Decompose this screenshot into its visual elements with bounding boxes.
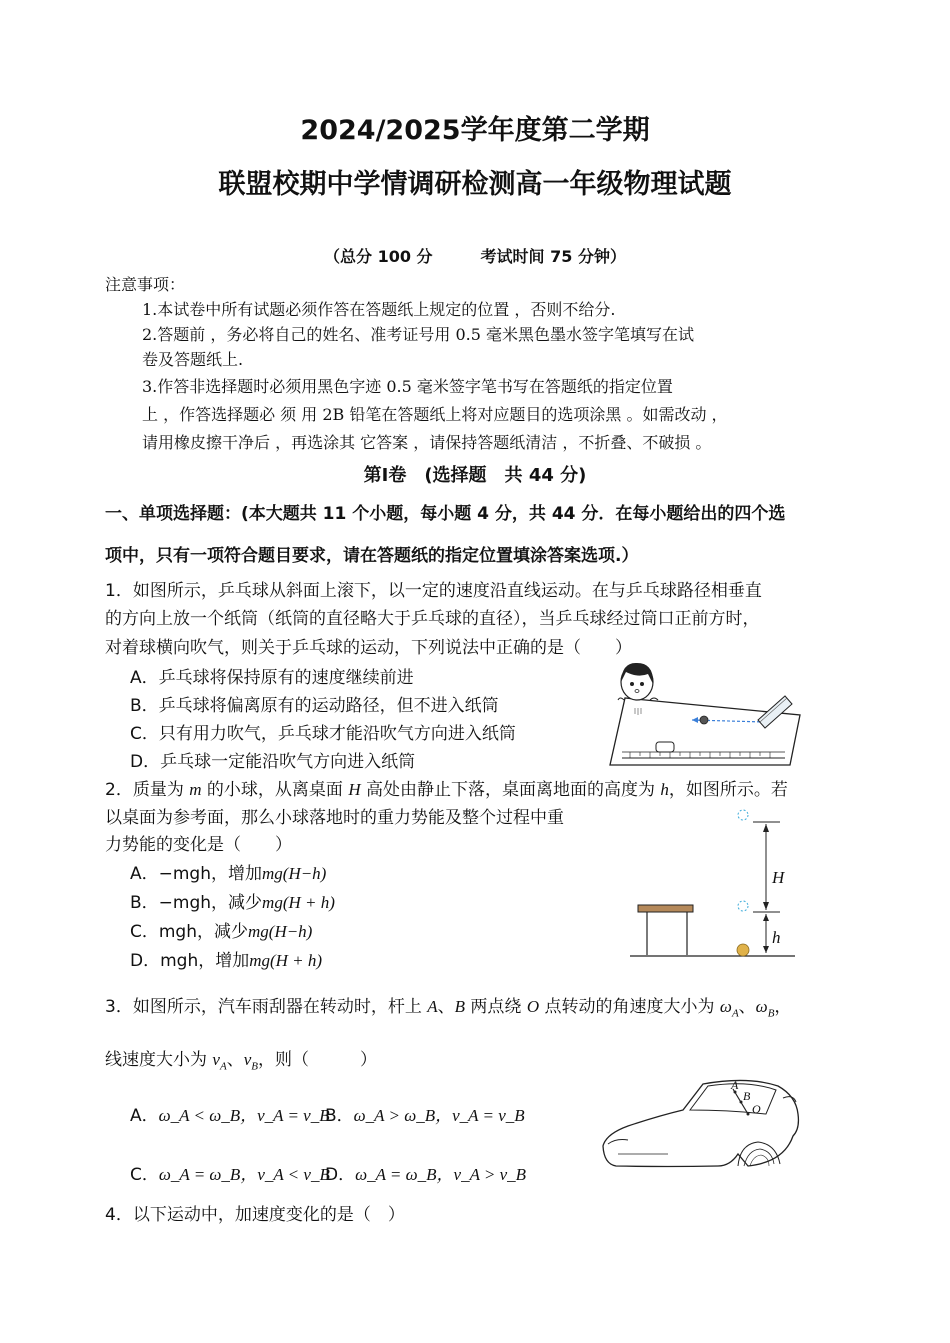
q3-figure-label-O: O <box>752 1102 761 1116</box>
q3-option-c: C．ω_A = ω_B，v_A < v_B <box>130 1165 330 1185</box>
q3-option-d: D．ω_A = ω_B，v_A > v_B <box>325 1165 527 1185</box>
notice-item-2a: 2.答题前 ，务必将自己的姓名、准考证号用 0.5 毫米黑色墨水签字笔填写在试 <box>142 325 694 344</box>
q2-option-d: D．mgh，增加mg(H + h) <box>130 951 323 971</box>
notice-item-3a: 3.作答非选择题时必须用黑色字迹 0.5 毫米签字笔书写在答题纸的指定位置 <box>142 377 673 396</box>
q2-option-a: A．−mgh，增加mg(H−h) <box>130 864 327 884</box>
part-instruction-line-1: 一、单项选择题：(本大题共 11 个小题，每小题 4 分，共 44 分．在每小题给出的四个选 <box>105 504 786 524</box>
notice-item-2b: 卷及答题纸上. <box>142 350 244 369</box>
q2-stem-line-1: 2．质量为 m 的小球，从离桌面 H 高处由静止下落，桌面离地面的高度为 h，如图所示。若 <box>105 780 788 800</box>
q2-option-c: C．mgh，减少mg(H−h) <box>130 922 313 942</box>
q2-figure-label-h: h <box>772 928 781 947</box>
q1-option-c: C．只有用力吹气，乒乓球才能沿吹气方向进入纸筒 <box>130 724 516 744</box>
q3-figure-label-A: A <box>731 1078 739 1092</box>
q2-stem-line-2: 以桌面为参考面，那么小球落地时的重力势能及整个过程中重 <box>105 808 564 828</box>
q1-option-b: B．乒乓球将偏离原有的运动路径，但不进入纸筒 <box>130 696 499 716</box>
section-title: 第Ⅰ卷 (选择题 共 44 分) <box>363 465 587 486</box>
notice-item-3c: 请用橡皮擦干净后 ，再选涂其 它答案 ，请保持答题纸清洁 ，不折叠、不破损 。 <box>142 433 712 452</box>
notice-item-1: 1.本试卷中所有试题必须作答在答题纸上规定的位置 ，否则不给分. <box>142 300 616 319</box>
q3-option-a: A．ω_A < ω_B，v_A = v_B <box>130 1106 330 1126</box>
q1-figure <box>600 660 810 770</box>
notice-item-3b: 上 ，作答选择题必 须 用 2B 铅笔在答题纸上将对应题目的选项涂黑 。如需改动 ， <box>142 405 728 424</box>
q3-stem-line-2: 线速度大小为 $v_A$、$v_B$，则（ ） <box>105 1050 377 1073</box>
part-instruction-line-2: 项中，只有一项符合题目要求，请在答题纸的指定位置填涂答案选项.） <box>105 546 639 566</box>
q3-stem-line-1: 3．如图所示，汽车雨刮器在转动时，杆上 A、B 两点绕 O 点转动的角速度大小为 $\omega_A$、$\omega_B$， <box>105 997 792 1020</box>
q1-option-d: D．乒乓球一定能沿吹气方向进入纸筒 <box>130 752 416 772</box>
exam-meta: （总分 100 分 考试时间 75 分钟） <box>324 247 626 266</box>
q3-figure <box>598 1074 808 1174</box>
q2-option-b: B．−mgh，减少mg(H + h) <box>130 893 335 913</box>
q1-stem-line-3: 对着球横向吹气，则关于乒乓球的运动，下列说法中正确的是（ ） <box>105 638 632 658</box>
q1-option-a: A．乒乓球将保持原有的速度继续前进 <box>130 668 414 688</box>
q2-figure-label-H: H <box>772 868 785 887</box>
title-line-2: 联盟校期中学情调研检测高一年级物理试题 <box>218 169 732 200</box>
q3-option-b: B．ω_A > ω_B，v_A = v_B <box>325 1106 525 1126</box>
title-line-1: 2024/2025学年度第二学期 <box>300 115 650 146</box>
q3-figure-label-B: B <box>743 1089 751 1103</box>
notice-heading: 注意事项： <box>105 275 186 294</box>
q1-stem-line-1: 1．如图所示，乒乓球从斜面上滚下，以一定的速度沿直线运动。在与乒乓球路径相垂直 <box>105 581 762 601</box>
q2-stem-line-3: 力势能的变化是（ ） <box>105 835 292 855</box>
q1-stem-line-2: 的方向上放一个纸筒（纸筒的直径略大于乒乓球的直径），当乒乓球经过筒口正前方时， <box>105 609 760 629</box>
q4-stem-line-1: 4．以下运动中，加速度变化的是（ ） <box>105 1205 405 1225</box>
